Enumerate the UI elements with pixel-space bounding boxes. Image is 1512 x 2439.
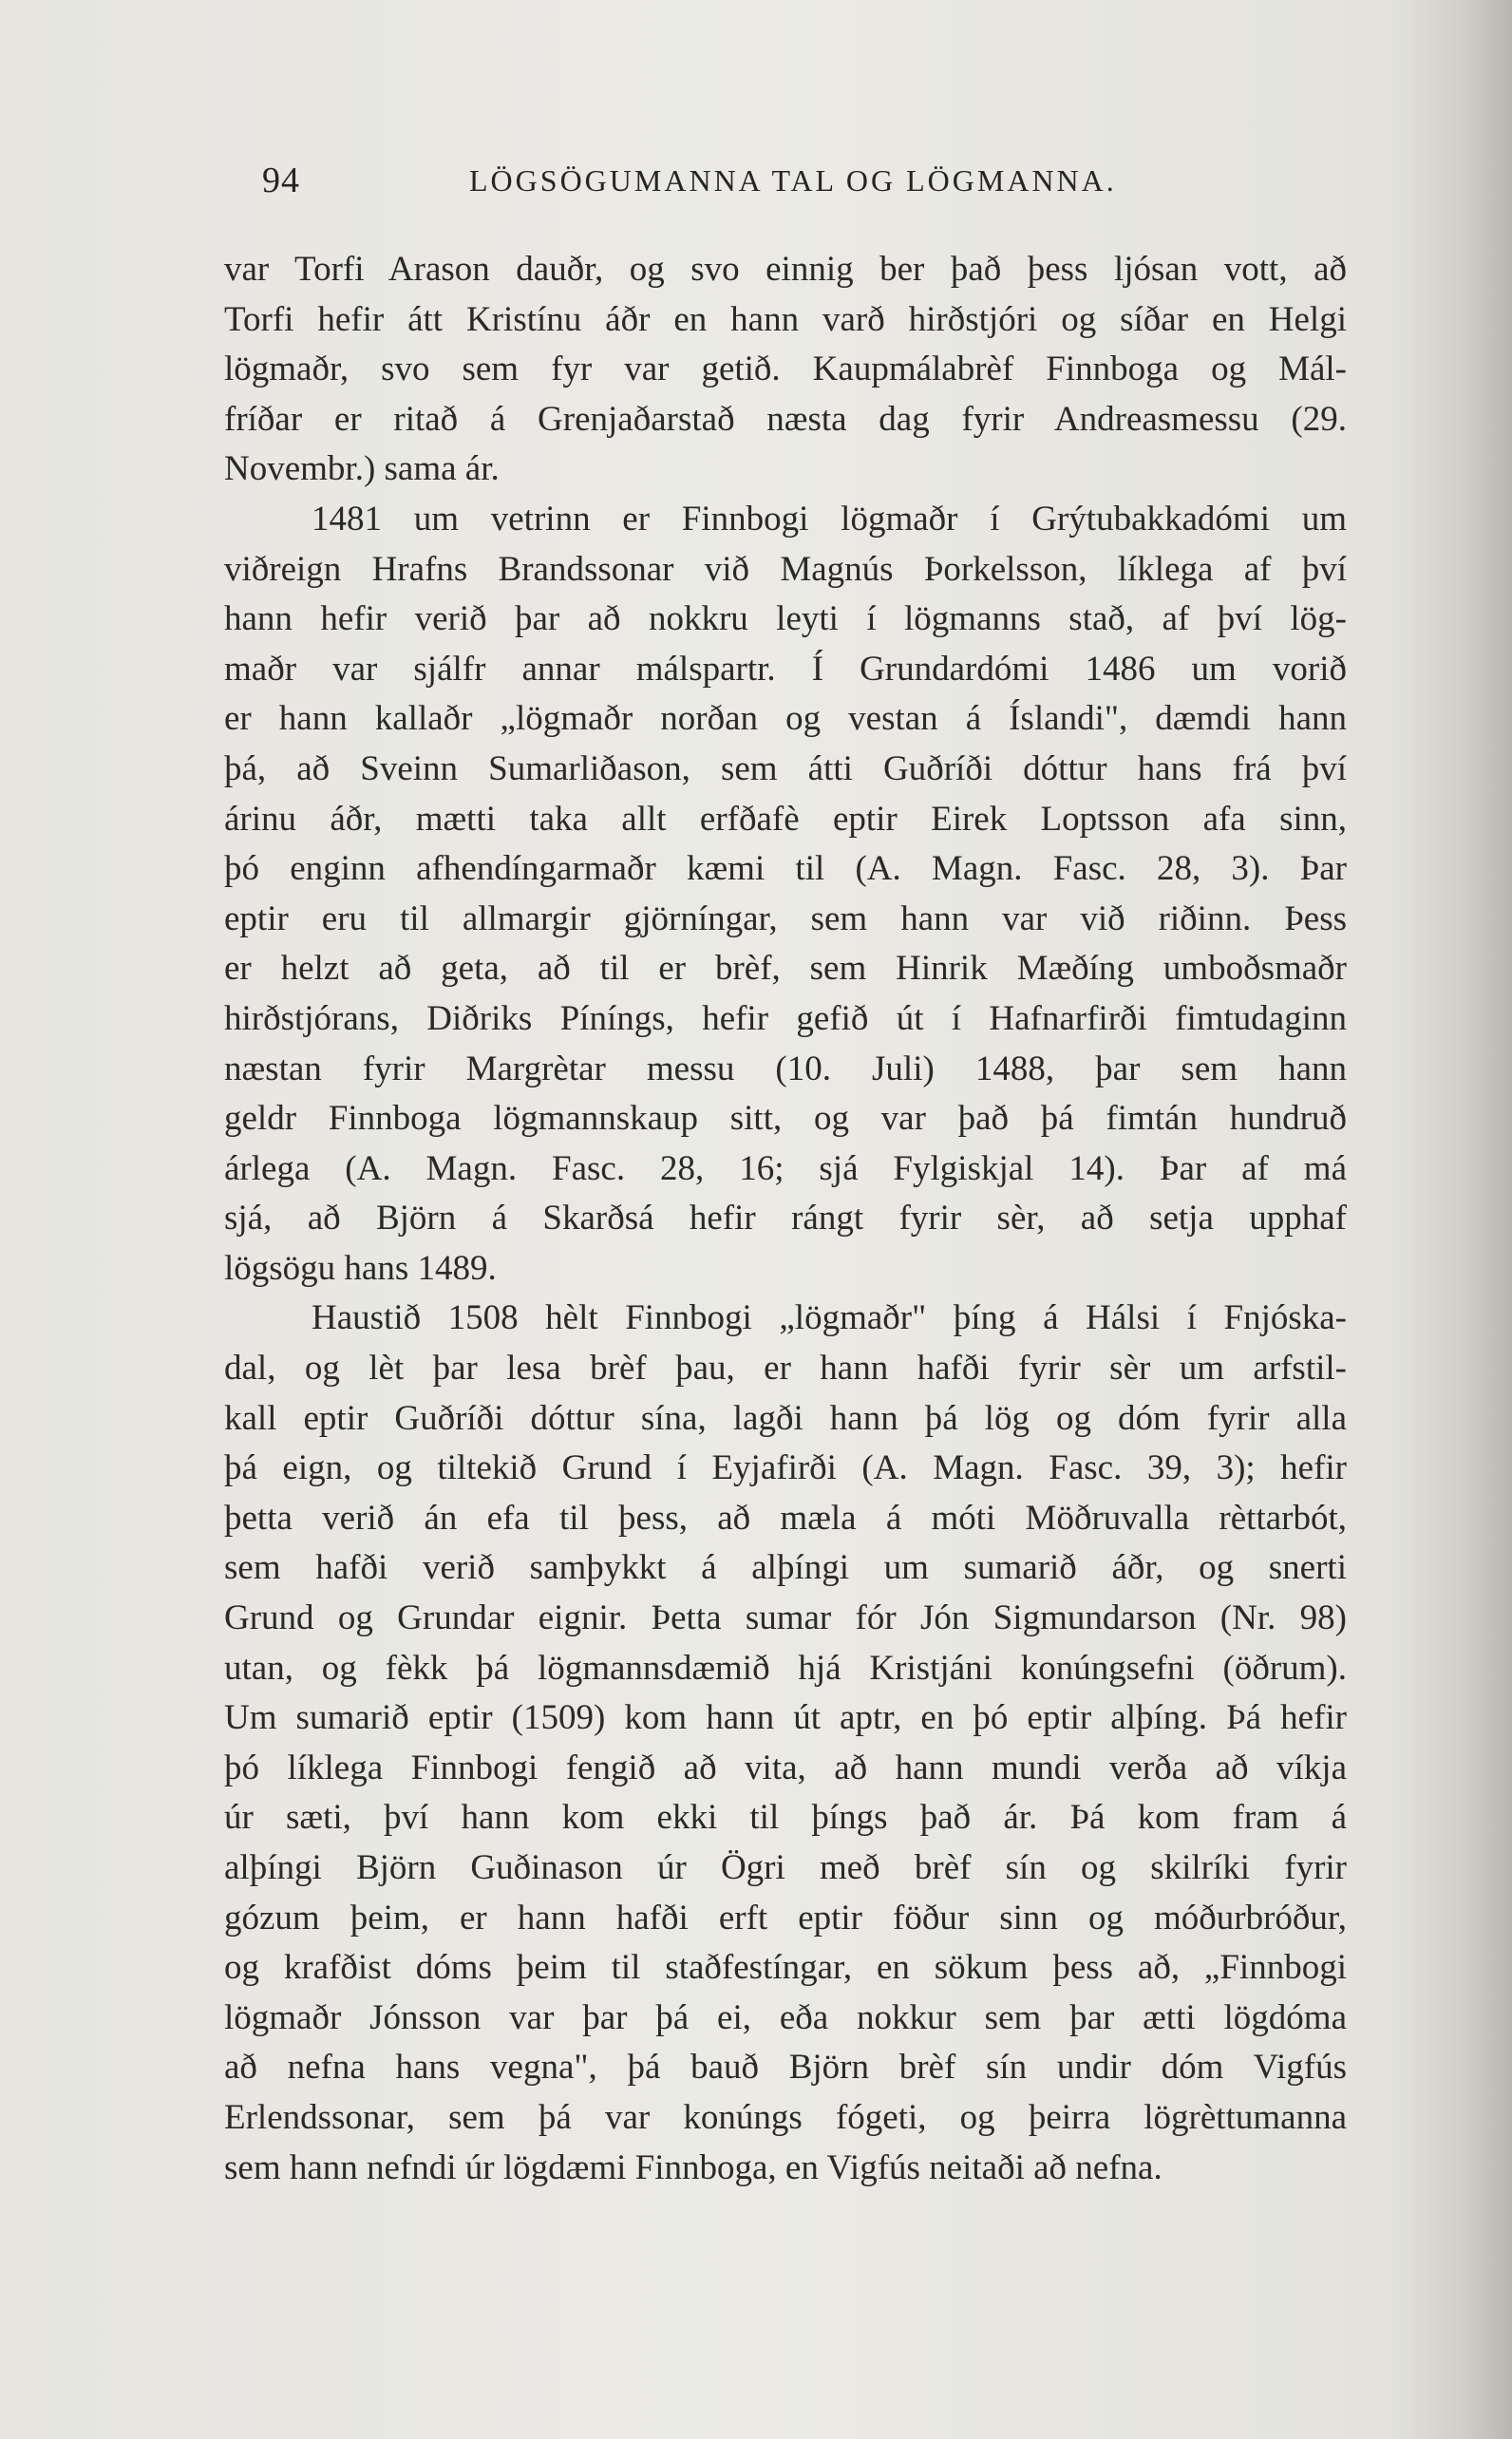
text-line: er helzt að geta, að til er brèf, sem Hinrik Mæðíng umboðsmaðr [224, 949, 1347, 989]
text-line: fríðar er ritað á Grenjaðarstað næsta dag fyrir Andreasmessu (29. [224, 399, 1347, 439]
text-line: og krafðist dóms þeim til staðfestíngar, en sökum þess að, „Finnbogi [224, 1948, 1347, 1988]
text-line: hann hefir verið þar að nokkru leyti í lögmanns stað, af því lög- [224, 599, 1347, 639]
text-line: Um sumarið eptir (1509) kom hann út aptr, en þó eptir alþíng. Þá hefir [224, 1698, 1347, 1738]
text-line: Erlendssonar, sem þá var konúngs fógeti, og þeirra lögrèttumanna [224, 2097, 1347, 2137]
text-line: alþíngi Björn Guðinason úr Ögri með brèf sín og skilríki fyrir [224, 1848, 1347, 1887]
text-line: Grund og Grundar eignir. Þetta sumar fór Jón Sigmundarson (Nr. 98) [224, 1598, 1347, 1638]
text-line: sem hafði verið samþykkt á alþíngi um sumarið áðr, og snerti [224, 1548, 1347, 1588]
text-line: úr sæti, því hann kom ekki til þíngs það ár. Þá kom fram á [224, 1798, 1347, 1838]
text-line: þetta verið án efa til þess, að mæla á móti Möðruvalla rèttarbót, [224, 1498, 1347, 1538]
text-line: Haustið 1508 hèlt Finnbogi „lögmaðr" þíng á Hálsi í Fnjóska- [312, 1298, 1347, 1338]
text-line: geldr Finnboga lögmannskaup sitt, og var það þá fimtán hundruð [224, 1099, 1347, 1139]
text-line: sjá, að Björn á Skarðsá hefir rángt fyrir sèr, að setja upphaf [224, 1199, 1347, 1238]
text-line: lögmaðr Jónsson var þar þá ei, eða nokkur sem þar ætti lögdóma [224, 1997, 1347, 2037]
text-line: sem hann nefndi úr lögdæmi Finnboga, en Vigfús neitaði að nefna. [224, 2147, 1162, 2187]
text-line: hirðstjórans, Diðriks Píníngs, hefir gefið út í Hafnarfirði fimtudaginn [224, 998, 1347, 1038]
text-line: dal, og lèt þar lesa brèf þau, er hann hafði fyrir sèr um arfstil- [224, 1349, 1347, 1389]
text-line: kall eptir Guðríði dóttur sína, lagði hann þá lög og dóm fyrir alla [224, 1398, 1347, 1438]
text-line: árlega (A. Magn. Fasc. 28, 16; sjá Fylgiskjal 14). Þar af má [224, 1148, 1347, 1188]
text-line: var Torfi Arason dauðr, og svo einnig ber það þess ljósan vott, að [224, 250, 1347, 289]
page-header [224, 160, 1345, 217]
text-line: Novembr.) sama ár. [224, 449, 500, 489]
page-number: 94 [262, 161, 300, 200]
text-line: er hann kallaðr „lögmaðr norðan og vestan á Íslandi", dæmdi hann [224, 699, 1347, 739]
text-line: árinu áðr, mætti taka allt erfðafè eptir Eirek Loptsson afa sinn, [224, 799, 1347, 839]
text-line: maðr var sjálfr annar málspartr. Í Grundardómi 1486 um vorið [224, 649, 1347, 689]
text-line: þá, að Sveinn Sumarliðason, sem átti Guðríði dóttur hans frá því [224, 748, 1347, 788]
text-line: eptir eru til allmargir gjörníngar, sem hann var við riðinn. Þess [224, 898, 1347, 938]
text-line: næstan fyrir Margrètar messu (10. Juli) 1488, þar sem hann [224, 1049, 1347, 1088]
body-text [224, 245, 1347, 2193]
text-line: 1481 um vetrinn er Finnbogi lögmaðr í Grýtubakkadómi um [312, 499, 1347, 539]
text-line: þó líklega Finnbogi fengið að vita, að hann mundi verða að víkja [224, 1748, 1347, 1787]
text-line: Torfi hefir átt Kristínu áðr en hann varð hirðstjóri og síðar en Helgi [224, 299, 1347, 339]
text-line: þó enginn afhendíngarmaðr kæmi til (A. Magn. Fasc. 28, 3). Þar [224, 849, 1347, 889]
text-line: þá eign, og tiltekið Grund í Eyjafirði (A. Magn. Fasc. 39, 3); hefir [224, 1448, 1347, 1488]
text-line: utan, og fèkk þá lögmannsdæmið hjá Kristjáni konúngsefni (öðrum). [224, 1648, 1347, 1688]
running-head: LÖGSÖGUMANNA TAL OG LÖGMANNA. [469, 163, 1117, 198]
text-line: lögmaðr, svo sem fyr var getið. Kaupmálabrèf Finnboga og Mál- [224, 350, 1347, 389]
text-line: að nefna hans vegna", þá bauð Björn brèf sín undir dóm Vigfús [224, 2048, 1347, 2088]
text-line: viðreign Hrafns Brandssonar við Magnús Þorkelsson, líklega af því [224, 549, 1347, 589]
text-line: lögsögu hans 1489. [224, 1248, 497, 1288]
text-line: gózum þeim, er hann hafði erft eptir föður sinn og móðurbróður, [224, 1898, 1347, 1938]
